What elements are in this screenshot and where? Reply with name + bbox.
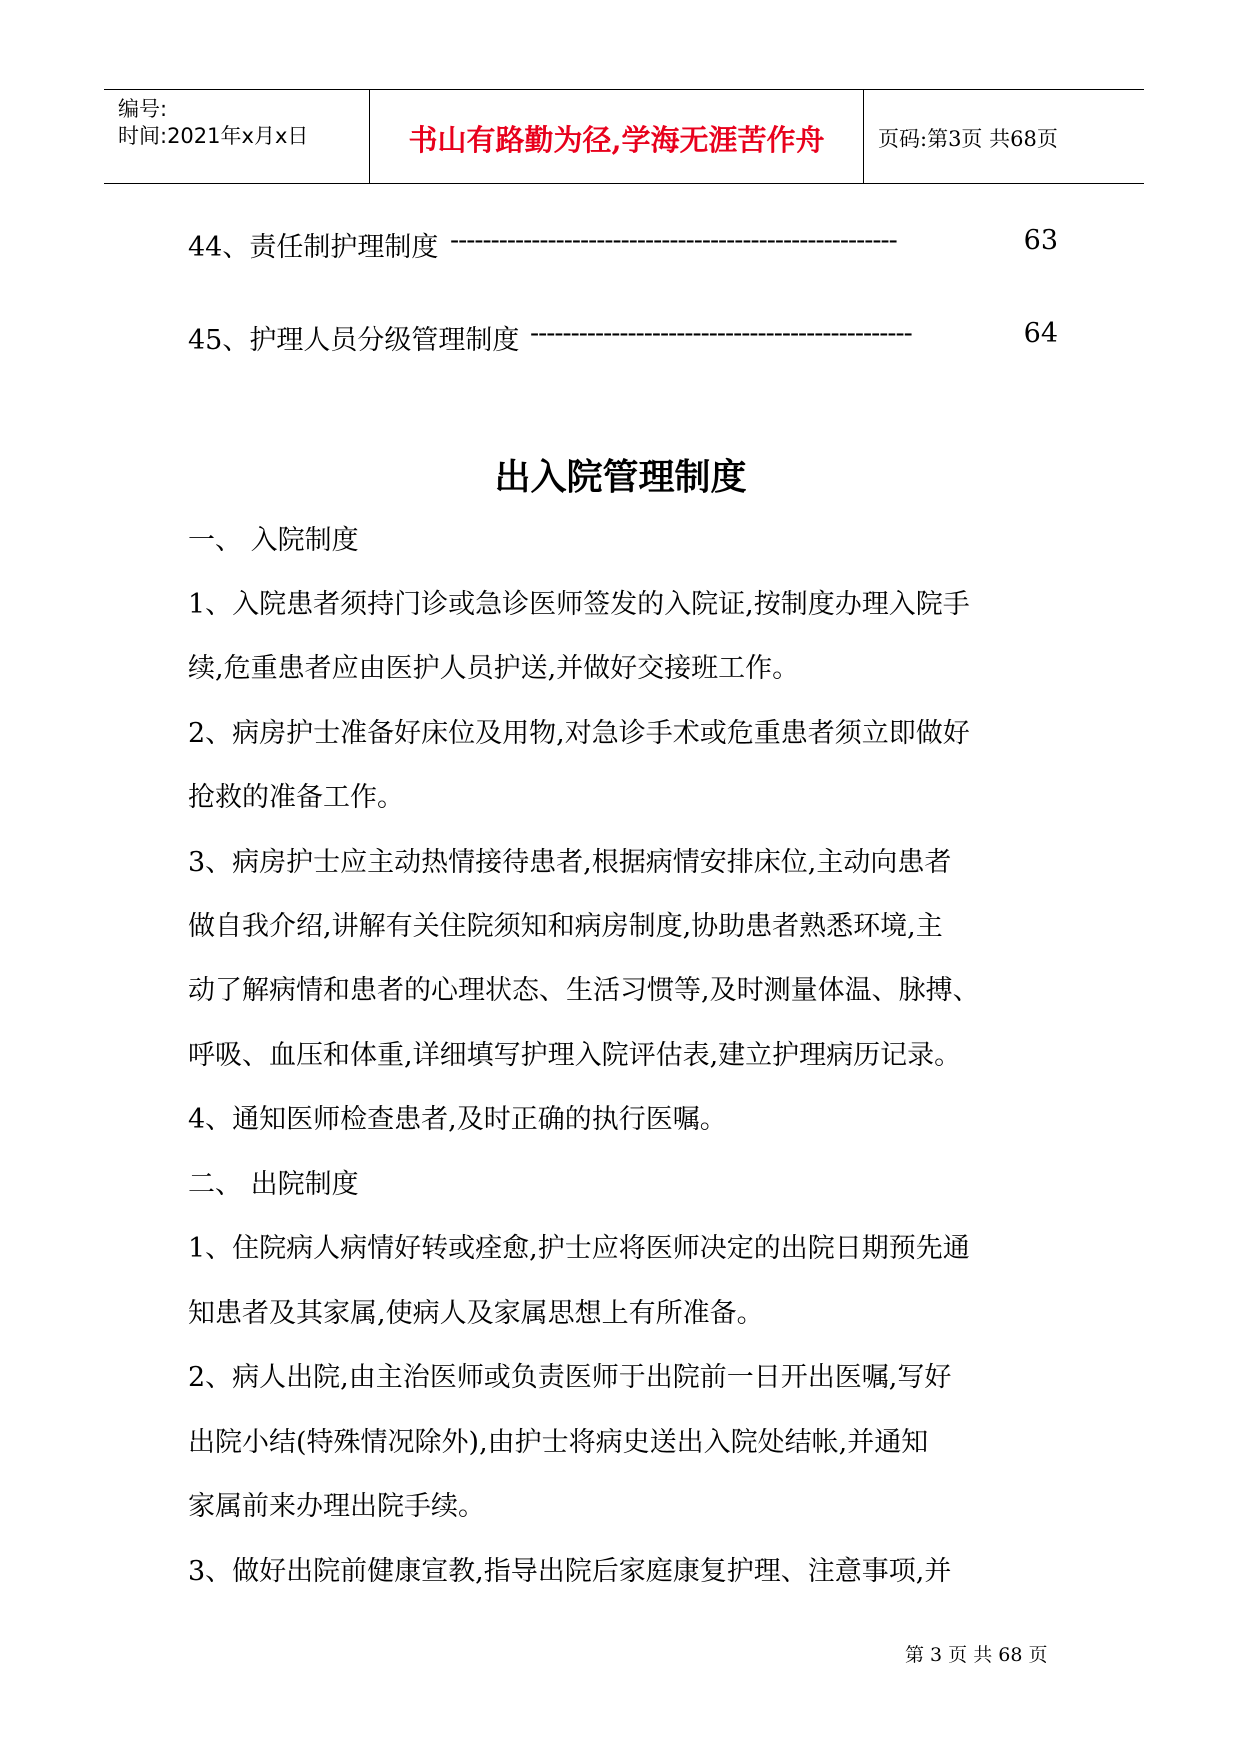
toc-entry-leader: ----------------------------------------------- bbox=[530, 318, 912, 349]
body-line: 做自我介绍,讲解有关住院须知和病房制度,协助患者熟悉环境,主 bbox=[188, 911, 943, 942]
toc-entry-page: 63 bbox=[1023, 225, 1058, 256]
header-motto-cell bbox=[370, 90, 864, 183]
toc-entry-label: 45、护理人员分级管理制度 bbox=[188, 325, 520, 356]
toc-entry-page: 64 bbox=[1023, 318, 1058, 349]
toc-entry-label: 44、责任制护理制度 bbox=[188, 232, 439, 263]
body-line: 知患者及其家属,使病人及家属思想上有所准备。 bbox=[188, 1298, 764, 1329]
body-line: 1、住院病人病情好转或痊愈,护士应将医师决定的出院日期预先通 bbox=[188, 1233, 970, 1264]
page-header bbox=[104, 89, 1144, 184]
body-line: 抢救的准备工作。 bbox=[188, 782, 404, 813]
body-line: 二、 出院制度 bbox=[188, 1169, 359, 1200]
body-line: 3、做好出院前健康宣教,指导出院后家庭康复护理、注意事项,并 bbox=[188, 1556, 952, 1587]
body-line: 3、病房护士应主动热情接待患者,根据病情安排床位,主动向患者 bbox=[188, 847, 952, 878]
body-line: 续,危重患者应由医护人员护送,并做好交接班工作。 bbox=[188, 653, 800, 684]
body-line: 家属前来办理出院手续。 bbox=[188, 1491, 485, 1522]
toc-entry-leader: ------------------------------------------------------- bbox=[450, 225, 897, 256]
page-footer: 第 3 页 共 68 页 bbox=[905, 1644, 1048, 1666]
header-page-cell bbox=[864, 90, 1144, 183]
document-time-label: 时间:2021年x月x日 bbox=[118, 124, 309, 148]
body-line: 2、病人出院,由主治医师或负责医师于出院前一日开出医嘱,写好 bbox=[188, 1362, 952, 1393]
header-left-cell bbox=[104, 90, 370, 183]
body-line: 动了解病情和患者的心理状态、生活习惯等,及时测量体温、脉搏、 bbox=[188, 975, 980, 1006]
body-line: 1、入院患者须持门诊或急诊医师签发的入院证,按制度办理入院手 bbox=[188, 589, 970, 620]
body-line: 出院小结(特殊情况除外),由护士将病史送出入院处结帐,并通知 bbox=[188, 1427, 929, 1458]
body-line: 2、病房护士准备好床位及用物,对急诊手术或危重患者须立即做好 bbox=[188, 718, 970, 749]
toc-entry bbox=[188, 318, 1058, 358]
header-page-number: 页码:第3页 共68页 bbox=[878, 127, 1058, 151]
document-number-label: 编号: bbox=[118, 97, 168, 121]
body-line: 呼吸、血压和体重,详细填写护理入院评估表,建立护理病历记录。 bbox=[188, 1040, 962, 1071]
toc-entry bbox=[188, 225, 1058, 265]
header-motto: 书山有路勤为径,学海无涯苦作舟 bbox=[408, 123, 825, 157]
body-line: 一、 入院制度 bbox=[188, 525, 359, 556]
body-line: 4、通知医师检查患者,及时正确的执行医嘱。 bbox=[188, 1104, 727, 1135]
section-title: 出入院管理制度 bbox=[494, 456, 747, 498]
